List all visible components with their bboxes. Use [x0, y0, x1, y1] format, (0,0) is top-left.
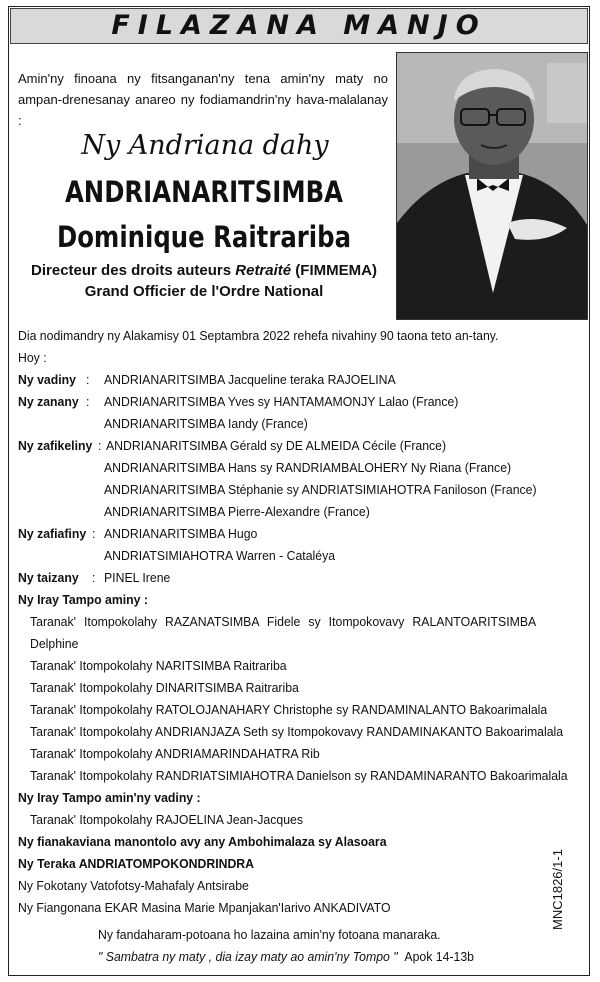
reference-code: MNC1826/1-1: [550, 849, 565, 930]
zafiafiny-value: ANDRIANARITSIMBA Hugo: [104, 526, 258, 541]
closing-quote: [98, 946, 474, 968]
quote-text: " Sambatra ny maty , dia izay maty ao amin'ny Tompo ": [98, 949, 398, 964]
hoy-label: Hoy :: [18, 350, 47, 365]
honorific: Ny Andriana dahy: [81, 130, 329, 161]
iray-tampo-line: Taranak' Itompokolahy RATOLOJANAHARY Christophe sy RANDAMINALANTO Bakoarimalala: [30, 702, 548, 717]
deceased-function: [18, 262, 390, 279]
iray-tampo-line: Taranak' Itompokolahy ANDRIANJAZA Seth sy Itompokovavy RANDAMINAKANTO Bakoarimalala: [30, 724, 564, 739]
teraka-label: Ny Teraka: [18, 856, 76, 871]
zafikeliny-value: ANDRIANARITSIMBA Stéphanie sy ANDRIATSIMIAHOTRA Faniloson (France): [104, 482, 537, 497]
deceased-photo: [396, 52, 588, 320]
iray-tampo-line: Taranak' Itompokolahy NARITSIMBA Raitrariba: [30, 658, 287, 673]
schedule-note: Ny fandaharam-potoana ho lazaina amin'ny fotoana manaraka.: [98, 927, 441, 942]
iray-tampo-line: Taranak' Itompokolahy DINARITSIMBA Raitrariba: [30, 680, 299, 695]
deceased-given-names: Dominique Raitrariba: [56, 220, 352, 254]
death-announcement: Dia nodimandry ny Alakamisy 01 Septambra 2022 rehefa nivahiny 90 taona teto an-tany.: [18, 328, 499, 343]
function-org: (FIMMEMA): [295, 262, 377, 279]
iray-tampo-line: Taranak' Itompokolahy ANDRIAMARINDAHATRA Rib: [30, 746, 320, 761]
fianakaviana-line: Ny fianakaviana manontolo avy any Ambohimalaza sy Alasoara: [18, 834, 387, 849]
zanany-value: ANDRIANARITSIMBA Iandy (France): [104, 416, 308, 431]
zafikeliny-sep: :: [98, 438, 102, 453]
vadiny-value: ANDRIANARITSIMBA Jacqueline teraka RAJOELINA: [104, 372, 396, 387]
iray-tampo-vadiny-label: Ny Iray Tampo amin'ny vadiny :: [18, 790, 201, 805]
zafiafiny-sep: :: [92, 526, 96, 541]
fiangonana-line: Ny Fiangonana EKAR Masina Marie Mpanjakan'Iarivo ANKADIVATO: [18, 900, 391, 915]
zafikeliny-label: Ny zafikeliny: [18, 438, 93, 453]
intro-text: Amin'ny finoana ny fitsanganan'ny tena amin'ny maty no ampan-drenesanay anareo ny fodiamandrin'ny hava-malalanay :: [18, 71, 388, 128]
iray-tampo-vadiny-line: Taranak' Itompokolahy RAJOELINA Jean-Jacques: [30, 812, 303, 827]
deceased-surname: ANDRIANARITSIMBA: [64, 175, 344, 209]
iray-tampo-line: Taranak' Itompokolahy RAZANATSIMBA Fidele sy Itompokovavy RALANTOARITSIMBA: [30, 614, 537, 629]
taizany-sep: :: [92, 570, 96, 585]
function-text: Directeur des droits auteurs: [31, 262, 232, 279]
vadiny-label: Ny vadiny: [18, 372, 76, 387]
zafiafiny-value: ANDRIATSIMIAHOTRA Warren - Cataléya: [104, 548, 336, 563]
notice-banner: FILAZANA MANJO: [10, 8, 588, 44]
zanany-sep: :: [86, 394, 90, 409]
vadiny-sep: :: [86, 372, 90, 387]
zafikeliny-value: ANDRIANARITSIMBA Hans sy RANDRIAMBALOHERY Ny Riana (France): [104, 460, 512, 475]
teraka-line: [18, 853, 254, 875]
zafiafiny-label: Ny zafiafiny: [18, 526, 87, 541]
fokotany-line: Ny Fokotany Vatofotsy-Mahafaly Antsirabe: [18, 878, 249, 893]
iray-tampo-line: Taranak' Itompokolahy RANDRIATSIMIAHOTRA Danielson sy RANDAMINARANTO Bakoarimalala: [30, 768, 568, 783]
function-status: Retraité: [235, 262, 292, 279]
iray-tampo-label: Ny Iray Tampo aminy :: [18, 592, 148, 607]
portrait-illustration: [397, 53, 588, 320]
quote-reference: Apok 14-13b: [404, 949, 474, 964]
zafikeliny-value: ANDRIANARITSIMBA Gérald sy DE ALMEIDA Cécile (France): [106, 438, 447, 453]
iray-tampo-line: Delphine: [30, 636, 79, 651]
taizany-value: PINEL Irene: [104, 570, 171, 585]
deceased-honour: Grand Officier de l'Ordre National: [84, 283, 324, 300]
zanany-value: ANDRIANARITSIMBA Yves sy HANTAMAMONJY Lalao (France): [104, 394, 459, 409]
teraka-value: ANDRIATOMPOKONDRINDRA: [78, 856, 255, 871]
zafikeliny-value: ANDRIANARITSIMBA Pierre-Alexandre (France): [104, 504, 370, 519]
taizany-label: Ny taizany: [18, 570, 79, 585]
zanany-label: Ny zanany: [18, 394, 79, 409]
